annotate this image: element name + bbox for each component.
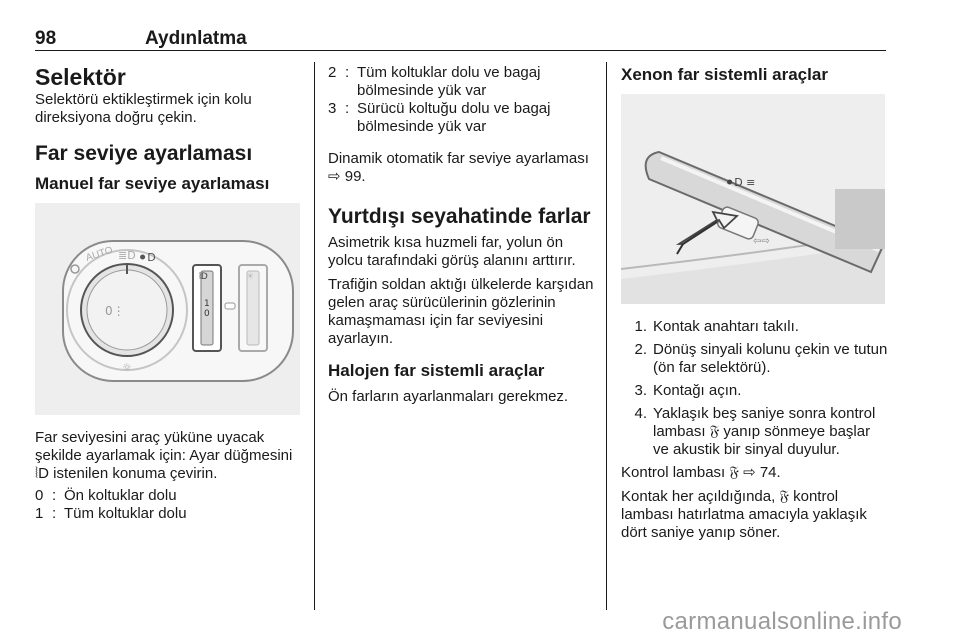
column-divider-1 [314,62,315,610]
load-positions-list-a [35,487,300,523]
dynamic-leveling-text: Dinamik otomatik far seviye ayarlaması ⇨ 99. [328,150,589,185]
svg-text:0⋮: 0⋮ [105,304,125,318]
chapter-title: Aydınlatma [145,28,247,49]
page-header [35,28,886,51]
reminder-text: Kontak her açıldığında, 𝔉 kontrol lambası hatırlatma amacıyla yaklaşık dört saniye yanıp söner. [621,488,867,541]
list-item: 3 : Sürücü koltuğu dolu ve bagaj bölmesinde yük var [328,100,551,135]
selector-heading: Selektör [35,64,126,90]
list-item: 3. Kontağı açın. [634,382,742,399]
abroad-heading: Yurtdışı seyahatinde farlar [328,205,591,228]
list-item: 1. Kontak anahtarı takılı. [634,318,799,335]
xenon-steps-list [621,318,889,459]
column-divider-2 [606,62,607,610]
adjust-text-a: Far seviyesini araç yüküne uyacak şekilde ayarlamak için: Ayar düğmesini [35,429,293,464]
halogen-text: Ön farların ayarlanmaları gerekmez. [328,388,569,405]
abroad-paragraph-1: Asimetrik kısa huzmeli far, yolun ön yolcu tarafındaki görüş alanını arttırır. [328,234,576,269]
manual-level-heading: Manuel far seviye ayarlaması [35,174,270,193]
selector-text: Selektörü ektikleştirmek için kolu direksiyona doğru çekin. [35,91,252,126]
svg-text:⦚D: ⦚D [199,272,208,282]
column-3 [621,64,889,542]
page-ref-link[interactable]: 99. [344,168,366,185]
xenon-heading: Xenon far sistemli araçlar [621,65,828,84]
control-lamp-icon: 𝔉 [729,464,739,481]
adjust-instruction [35,429,300,483]
abroad-paragraph-2: Trafiğin soldan aktığı ülkelerde karşıdan gelen araç sürücülerinin gözlerinin kamaşmaması için far seviyesini ayarlayın. [328,276,594,347]
list-item: 0 : Ön koltuklar dolu [35,487,177,504]
page-number: 98 [35,28,57,49]
light-switch-illustration [35,203,300,415]
load-positions-list-b [328,64,596,136]
list-item: 2. Dönüş sinyali kolunu çekin ve tutun (ön far selektörü). [634,341,888,376]
turn-signal-stalk-illustration [621,94,885,304]
adjust-text-b: istenilen konuma çevirin. [48,465,218,482]
control-lamp-text: Kontrol lambası 𝔉 ⇨ 74. [621,464,781,481]
auto-label: AUTO [84,244,115,264]
column-2 [328,64,596,406]
column-1 [35,64,300,523]
headlight-range-icon: ⦚D [35,465,49,482]
watermark: carmanualsonline.info [662,608,902,635]
wheel-label-1: 1 [204,299,210,309]
list-item: 1 : Tüm koltuklar dolu [35,505,187,522]
svg-text:⇦⇨: ⇦⇨ [753,236,770,247]
svg-text:⚫D: ⚫D [138,251,156,264]
list-item: 2 : Tüm koltuklar dolu ve bagaj bölmesinde yük var [328,64,541,99]
svg-text:≣D: ≣D [118,249,136,262]
page-ref-arrow-icon: ⇨ [328,168,341,185]
svg-text:☀: ☀ [246,272,255,282]
list-item: 4. Yaklaşık beş saniye sonra kontrol lambası 𝔉 yanıp sönmeye başlar ve akustik bir sinyal duyulur. [634,405,876,458]
page-ref-arrow-icon: ⇨ [743,464,756,481]
light-switch-figure [35,203,300,415]
wheel-label-0: 0 [204,309,210,319]
svg-text:☼: ☼ [122,361,132,374]
far-level-heading: Far seviye ayarlaması [35,142,253,165]
stalk-figure [621,94,885,304]
svg-text:⚫D ≡: ⚫D ≡ [725,176,756,189]
halogen-heading: Halojen far sistemli araçlar [328,361,545,380]
page-ref-link[interactable]: 74. [759,464,781,481]
